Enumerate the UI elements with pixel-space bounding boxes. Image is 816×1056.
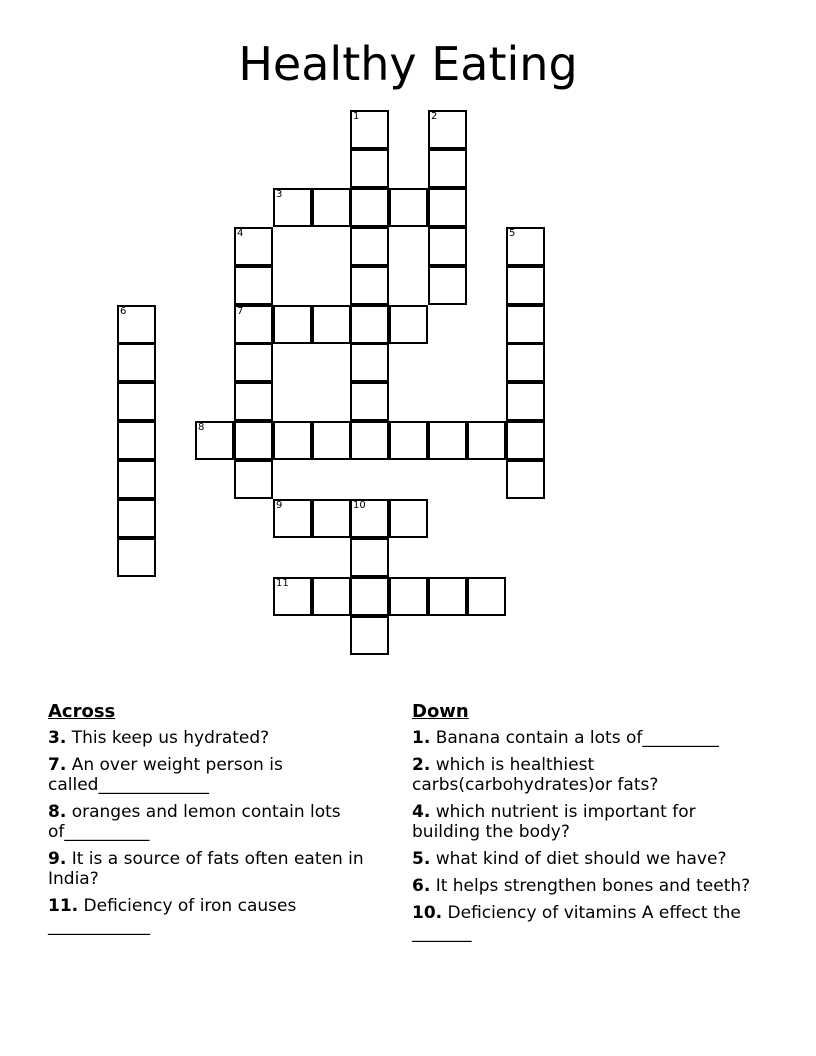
crossword-cell[interactable]	[428, 266, 467, 305]
crossword-cell[interactable]	[467, 421, 506, 460]
crossword-cell[interactable]	[117, 499, 156, 538]
crossword-cell[interactable]	[234, 421, 273, 460]
across-clue: 11. Deficiency of iron causes ____________	[48, 896, 297, 936]
crossword-cell[interactable]	[389, 577, 428, 616]
clue-number: 2	[431, 111, 438, 122]
crossword-cell[interactable]	[506, 227, 545, 266]
clue-number: 1	[353, 111, 360, 122]
crossword-cell[interactable]	[195, 421, 234, 460]
crossword-cell[interactable]	[506, 421, 545, 460]
crossword-cell[interactable]	[312, 188, 351, 227]
crossword-cell[interactable]	[506, 382, 545, 421]
crossword-cell[interactable]	[273, 499, 312, 538]
clue-number: 7	[237, 306, 244, 317]
clue-number: 4	[237, 228, 244, 239]
crossword-cell[interactable]	[428, 227, 467, 266]
clue-number: 3	[276, 189, 283, 200]
clue-number: 10	[353, 500, 366, 511]
down-heading: Down	[412, 701, 469, 722]
crossword-cell[interactable]	[389, 188, 428, 227]
crossword-cell[interactable]	[234, 305, 273, 344]
crossword-cell[interactable]	[312, 305, 351, 344]
crossword-cell[interactable]	[312, 499, 351, 538]
crossword-cell[interactable]	[234, 382, 273, 421]
across-clue: 3. This keep us hydrated?	[48, 728, 270, 748]
crossword-cell[interactable]	[350, 577, 389, 616]
across-heading: Across	[48, 701, 116, 722]
crossword-cell[interactable]	[117, 538, 156, 577]
crossword-cell[interactable]	[428, 110, 467, 149]
crossword-cell[interactable]	[350, 343, 389, 382]
crossword-cell[interactable]	[117, 343, 156, 382]
crossword-cell[interactable]	[350, 305, 389, 344]
crossword-cell[interactable]	[234, 266, 273, 305]
page-title: Healthy Eating	[238, 37, 578, 91]
clue-number: 11	[276, 578, 289, 589]
crossword-cell[interactable]	[273, 188, 312, 227]
down-clue: 1. Banana contain a lots of_________	[412, 728, 719, 748]
crossword-cell[interactable]	[273, 421, 312, 460]
crossword-cell[interactable]	[428, 188, 467, 227]
crossword-cell[interactable]	[350, 266, 389, 305]
crossword-cell[interactable]	[389, 305, 428, 344]
across-clue: 8. oranges and lemon contain lots of__________	[48, 802, 341, 842]
crossword-cell[interactable]	[389, 421, 428, 460]
down-clue: 6. It helps strengthen bones and teeth?	[412, 876, 751, 896]
crossword-cell[interactable]	[234, 227, 273, 266]
crossword-cell[interactable]	[467, 577, 506, 616]
crossword-cell[interactable]	[506, 343, 545, 382]
crossword-cell[interactable]	[350, 499, 389, 538]
crossword-cell[interactable]	[350, 616, 389, 655]
crossword-cell[interactable]	[428, 577, 467, 616]
crossword-cell[interactable]	[117, 305, 156, 344]
crossword-cell[interactable]	[428, 421, 467, 460]
clue-number: 8	[198, 422, 205, 433]
clue-number: 5	[509, 228, 516, 239]
across-clue: 7. An over weight person is called_____________	[48, 755, 283, 795]
clue-number: 6	[120, 306, 127, 317]
crossword-cell[interactable]	[350, 188, 389, 227]
down-clue: 10. Deficiency of vitamins A effect the _______	[412, 903, 741, 943]
down-clue: 2. which is healthiest carbs(carbohydrates)or fats?	[412, 755, 659, 795]
across-clue: 9. It is a source of fats often eaten in India?	[48, 849, 364, 889]
crossword-cell[interactable]	[350, 382, 389, 421]
crossword-cell[interactable]	[350, 421, 389, 460]
down-clues	[412, 700, 752, 950]
crossword-cell[interactable]	[350, 227, 389, 266]
crossword-cell[interactable]	[350, 538, 389, 577]
crossword-cell[interactable]	[117, 382, 156, 421]
crossword-cell[interactable]	[312, 421, 351, 460]
down-clue: 5. what kind of diet should we have?	[412, 849, 727, 869]
down-clue: 4. which nutrient is important for building the body?	[412, 802, 696, 842]
crossword-cell[interactable]	[117, 460, 156, 499]
crossword-cell[interactable]	[389, 499, 428, 538]
crossword-cell[interactable]	[234, 460, 273, 499]
crossword-cell[interactable]	[117, 421, 156, 460]
crossword-cell[interactable]	[506, 460, 545, 499]
crossword-cell[interactable]	[428, 149, 467, 188]
crossword-cell[interactable]	[350, 110, 389, 149]
crossword-cell[interactable]	[506, 305, 545, 344]
crossword-cell[interactable]	[234, 343, 273, 382]
crossword-cell[interactable]	[312, 577, 351, 616]
crossword-cell[interactable]	[273, 305, 312, 344]
crossword-cell[interactable]	[350, 149, 389, 188]
crossword-cell[interactable]	[506, 266, 545, 305]
across-clues	[48, 700, 378, 943]
clue-number: 9	[276, 500, 283, 511]
crossword-cell[interactable]	[273, 577, 312, 616]
